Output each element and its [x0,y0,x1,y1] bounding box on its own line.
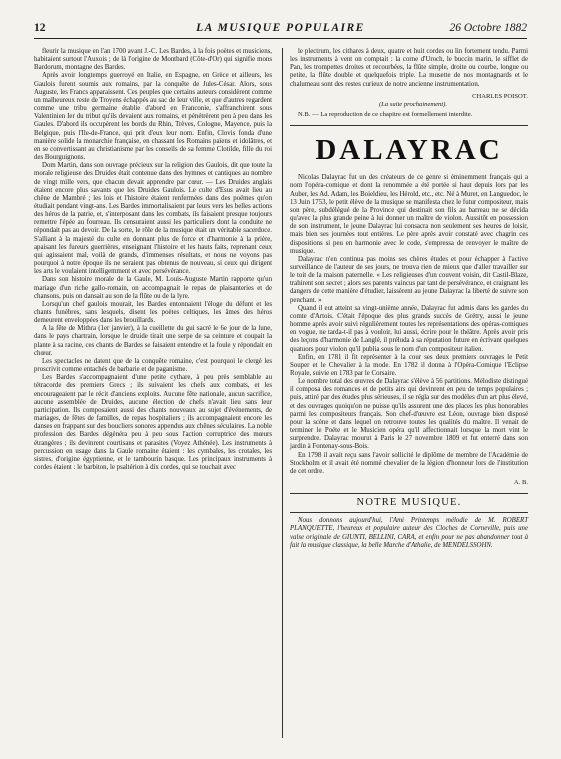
right-column [290,48,528,550]
section-heading: NOTRE MUSIQUE. [290,493,528,513]
left-paragraph: A la fête de Mithra (1er janvier), à la cueillette du gui sacré le 6e jour de la lune, dans le pays chartrain, lorsque le druide tirait une serpe de sa ceinture et coupait la plante à sa racine, ces chants de Bardes se faisaient entendre et la foule y répondait en chœur. [34,325,272,357]
author-signature: CHARLES POISOT. [472,92,528,100]
left-paragraph: Lorsqu'un chef gaulois mourait, les Bardes entonnaient l'éloge du défunt et les chants funèbres, sans lesquels, disent les poètes celtiques, les âmes des héros demeurent enveloppées dans les brouillards. [34,300,272,325]
left-paragraph: Les Bardes s'accompagnaient d'une petite cythare, à peu près semblable au tétracorde des premiers Grecs ; ils suivaient les chefs aux combats, et les encourageaient par le récit d'anciens exploits. Aucune fête nationale, aucun sacrifice, aucune assemblée de Druides, aucune élection de chefs n'avait lieu sans leur participation. Ils composaient aussi des chants nouveaux au sujet d'événements, de mariages, de fêtes de familles, de repas hospitaliers ; ils accompagnaient encore les danses en frappant sur des boucliers sonores appendus aux chênes séculaires. La noble profession des Bardes dégénéra peu à peu sous l'action corruptrice des mœurs étrangères ; ils devinrent courtisans et parasites (Voyez Athénée). Les instruments à percussion en usage dans la Gaule romaine étaient : les cymbales, les crotales, les sistres, d'origine égyptienne, et le tambourin basque. Les principaux instruments à cordes étaient : le barbiton, le psaltérion à dix cordes, qui se touchait avec [34,374,272,471]
to-be-continued: (La suite prochainement). [378,100,448,108]
page-header [34,22,527,39]
reproduction-notice: N.B. — La reproduction de ce chapitre est formellement interdite. [298,111,473,119]
article-paragraph: Le nombre total des œuvres de Dalayrac s'élève à 56 partitions. Mélodiste distingué il composa des romances et de petits airs qui devinrent en peu de temps populaires ; puis, attiré par des études plus sérieuses, il se régla sur des modèles d'un art plus élevé, et des ouvrages quoiqu'on ne puisse qu'ils assurent une des places les plus honorables parmi les compositeurs français. Son chef-d'œuvre est Léon, ouvrage bien disposé pour la scène et dans lequel on retrouve toutes les qualités du maître. Il venait de terminer le Poëte et le Musicien opéra qu'il affectionnait lorsque la mort vint le surprendre. Dalayrac mourut à Paris le 27 novembre 1809 et fut enterré dans son jardin à Fontenay-sous-Bois. [290,378,528,451]
article-title: DALAYRAC [315,134,503,167]
music-announcement: Nous donnons aujourd'hui, l'Ami Printemps mélodie de M. ROBERT PLANQUETTE, l'heureux et populaire auteur des Cloches de Corneville, puis une valse originale de GIUNTI, BELLINI, CARA, et enfin pour ne pas abandonner tout à fait la musique classique, la belle Marche d'Athalie, de MENDELSSOHN. [290,517,528,549]
page-number: 12 [34,22,46,34]
left-column [34,48,272,472]
article-paragraph: En 1798 il avait reçu sans l'avoir sollicité le diplôme de membre de l'Académie de Stockholm et il avait été nommé chevalier de la légion d'honneur lors de l'institution de cet ordre. [290,451,528,475]
article-paragraph: Dalayrac n'en continua pas moins ses chères études et pour échapper à l'active surveillance de l'auteur de ses jours, ne trouva rien de mieux que d'aller travailler sur le toit de la maison paternelle. « Les religieuses d'un couvent voisin, dit Castil-Blaze, trahirent son secret ; alors ses parents vaincus par tant de persévérance, et craignant les dangers de cette manière d'étudier, laissèrent au jeune Dalayrac la liberté de suivre son penchant. » [290,255,528,304]
column-divider [282,48,283,738]
left-paragraph: Après avoir longtemps guerroyé en Italie, en Espagne, en Grèce et ailleurs, les Gaulois furent soumis aux romains, par la conquête de Jules-César. Alors, sous Auguste, les Francs apparaissent. Ces peuples que certains auteurs considèrent comme un malheureux reste de Troyens échappés au sac de leur ville, et que d'autres regardent comme une tribu germaine établie d'abord en Franconie, s'affranchirent sous Valentinien Ier du tribut qu'ils devaient aux romains, et pénétrèrent peu à peu dans les Gaules. D'abord ils occupèrent les bords du Rhin, Trèves, Cologne, Mayence, puis la Belgique, puis l'Ile-de-France, qui prit d'eux leur nom. Enfin, Clovis fonda d'une manière solide la monarchie française, en chassant les Romains païens et idolâtres, et en se convertissant au christianisme par les conseils de sa femme Clotilde, fille du roi des Bourguignons. [34,72,272,162]
article-signature: A. B. [513,479,528,487]
article-paragraph: Quand il eut atteint sa vingt-unième année, Dalayrac fut admis dans les gardes du comte d'Artois. C'était l'époque des plus grands succès de Grétry, aussi le jeune homme après avoir suivi régulièrement toutes les représentations des opéras-comiques en vogue, ne tarda-t-il pas à vouloir, lui aussi, écrire pour le théâtre. Après avoir pris des leçons d'harmonie de Langlé, il préluda à sa réputation future en écrivant quelques quatuors pour violon qu'il publia sous le nom d'un compositeur italien. [290,304,528,353]
left-paragraph: Dom Martin, dans son ouvrage précieux sur la religion des Gaulois, dit que toute la morale religieuse des Druides était contenue dans des hymnes et cantiques au nombre de vingt mille vers, que chacun devait apprendre par cœur. — Les Druides anglais étaient encore plus savants que les Druides Gaulois. Le culte d'Esus avait lieu au chêne de Mambré ; les lois et l'histoire étaient renfermées dans des poëmes qu'on étudiait pendant vingt-ans. Les Bardes immortalisaient par leurs vers les belles actions des héros de la patrie, et, s'interposant dans les combats, ils faisaient presque toujours remettre l'épée au fourreau. Ils censuraient aussi les particuliers dont la conduite ne répondait pas au devoir. De la sorte, le rôle de la musique était un véritable sacerdoce. S'alliant à la majesté du culte en donnant plus de force et d'harmonie à la prière, apaisant les fureurs guerrières, enseignant l'histoire et les hauts faits, reprenant ceux qui agissaient mal, voilà de grands, d'immenses résultats, et nous ne voyons pas pourquoi à notre époque ils ne seraient pas obtenus de nouveau, si ceux qui dirigent les arts le voulaient intelligemment et avec persévérance. [34,162,272,276]
left-paragraph: Les spectacles ne datent que de la conquête romaine, c'est pourquoi le clergé les proscrivit comme entachés de barbarie et de paganisme. [34,357,272,374]
article-paragraph: Nicolas Dalayrac fut un des créateurs de ce genre si éminemment français qui a nom l'opéra-comique et dont la renommée a été portée si haut depuis lors par les Auber, les Ad. Adam, les Boieldieu, les Hérold, etc., etc. Né à Muret, en Languedoc, le 13 Juin 1753, le petit élève de la musique se manifesta chez le futur compositeur, mais son père, subdélégué de la Province qui destinait son fils au barreau ne se décida qu'avec la plus grande peine à lui donner un maître de violon. Aussitôt en possession de son instrument, le jeune Dalayrac lui consacra non seulement ses heures de loisir, mais bien ses journées tout entières. Le père après avoir constaté avec chagrin ces dispositions si peu en harmonie avec le code, s'empressa de renvoyer le maître de musique. [290,174,528,255]
issue-date: 26 Octobre 1882 [449,22,527,34]
section-rule [290,125,528,126]
article-paragraph: Enfin, en 1781 il fit représenter à la cour ses deux premiers ouvrages le Petit Souper et le Chevalier à la mode. En 1782 il donna à l'Opéra-Comique l'Eclipse Royale, suivie en 1783 par le Corsaire. [290,353,528,377]
continued-paragraph: le plectrum, les cithares à deux, quatre et huit cordes ou lin fortement tendu. Parmi les instruments à vent on comptait : la corne d'Uroch, le buccin marin, le sifflet de Pan, les trompettes droites et recourbées, la flûte simple, droite ou courbe, longue ou petite, la flûte double et quelquefois triple. La musette de nos montagnards et le chalumeau sont des restes curieux de notre ancienne instrumentation. [290,48,528,88]
left-paragraph: fleurir la musique en l'an 1700 avant J.-C. Les Bardes, à la fois poètes et musiciens, habitaient surtout l'Auxois ; de là l'origine de Montbard (Côte-d'Or) qui signifie mons Bardorum, montagne des Bardes. [34,48,272,72]
journal-title: LA MUSIQUE POPULAIRE [196,22,365,34]
columns [34,48,527,759]
left-paragraph: Dans son histoire morale de la Gaule, M. Louis-Auguste Martin rapporte qu'un mariage d'un riche gallo-romain, on accompagnait le repas de plaisanteries et de chansons, puis on dansait au son de la flûte ou de la lyre. [34,276,272,300]
